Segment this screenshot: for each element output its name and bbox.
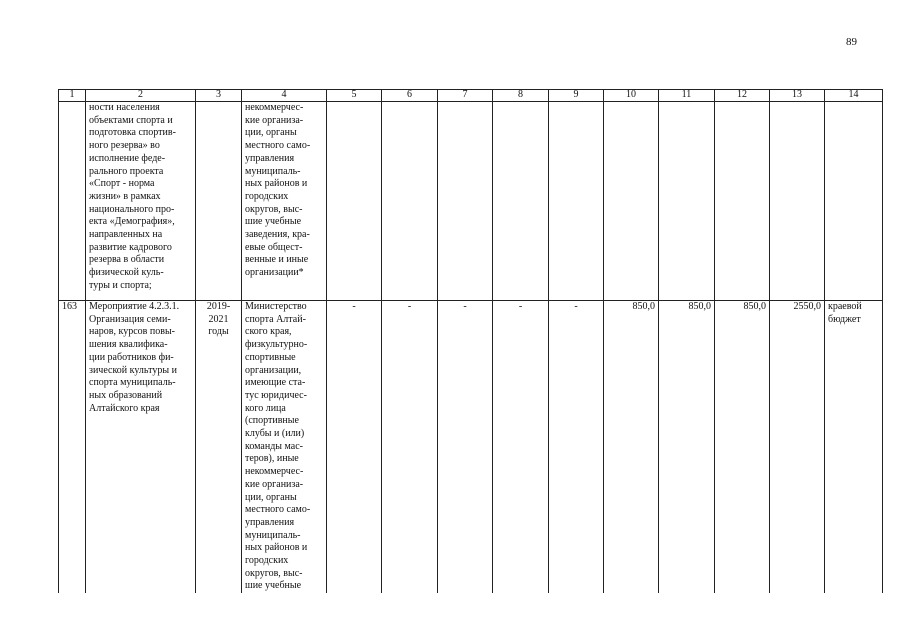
column-number-header-row (59, 90, 883, 102)
executors-cell: Министерство спорта Алтай- ского края, физкультурно- спортивные организации, имеющие ста- тус юридичес- кого лица (спортивные клубы и (или) команды мас- теров), иные некоммерчес- кие организа- ции, органы местного само- управления муниципаль- ных районов и городских округов, выс- шие учебные (242, 301, 327, 594)
value-cell: - (438, 301, 493, 594)
program-table (58, 89, 883, 593)
table-row-continuation (59, 102, 883, 301)
header-cell: 8 (493, 90, 549, 102)
header-cell: 10 (604, 90, 659, 102)
total-cell: 2550,0 (770, 301, 825, 594)
table-cell (59, 102, 86, 301)
value-cell: 850,0 (715, 301, 770, 594)
header-cell: 12 (715, 90, 770, 102)
table-row-163 (59, 301, 883, 594)
header-cell: 5 (327, 90, 382, 102)
table-cell (196, 102, 242, 301)
header-cell: 11 (659, 90, 715, 102)
table-cell (715, 102, 770, 301)
header-cell: 13 (770, 90, 825, 102)
executors-cell: некоммерчес- кие организа- ции, органы местного само- управления муниципаль- ных районов и городских округов, выс- шие учебные заведения, кра- евые общест- венные и иные организации* (242, 102, 327, 301)
header-cell: 3 (196, 90, 242, 102)
header-cell: 4 (242, 90, 327, 102)
value-cell: - (382, 301, 438, 594)
table-cell (438, 102, 493, 301)
table-cell (382, 102, 438, 301)
table-cell (604, 102, 659, 301)
description-cell: ности населения объектами спорта и подготовка спортив- ного резерва» во исполнение феде- рального проекта «Спорт - норма жизни» в рамках национального про- екта «Демография», направленных на развитие кадрового резерва в области физической куль- туры и спорта; (86, 102, 196, 301)
description-cell: Мероприятие 4.2.3.1. Организация семи- наров, курсов повы- шения квалифика- ции работников фи- зической культуры и спорта муниципаль- ных образований Алтайского края (86, 301, 196, 594)
header-cell: 7 (438, 90, 493, 102)
value-cell: - (549, 301, 604, 594)
page-number: 89 (846, 36, 857, 48)
header-cell: 14 (825, 90, 883, 102)
header-cell: 2 (86, 90, 196, 102)
value-cell: - (327, 301, 382, 594)
header-cell: 1 (59, 90, 86, 102)
value-cell: 850,0 (659, 301, 715, 594)
funding-source-cell: краевой бюджет (825, 301, 883, 594)
table-cell (493, 102, 549, 301)
table-cell (549, 102, 604, 301)
table-cell (659, 102, 715, 301)
table-cell (770, 102, 825, 301)
header-cell: 6 (382, 90, 438, 102)
value-cell: 850,0 (604, 301, 659, 594)
value-cell: - (493, 301, 549, 594)
header-cell: 9 (549, 90, 604, 102)
table-cell (327, 102, 382, 301)
table-cell (825, 102, 883, 301)
period-cell: 2019- 2021 годы (196, 301, 242, 594)
row-number-cell: 163 (59, 301, 86, 594)
